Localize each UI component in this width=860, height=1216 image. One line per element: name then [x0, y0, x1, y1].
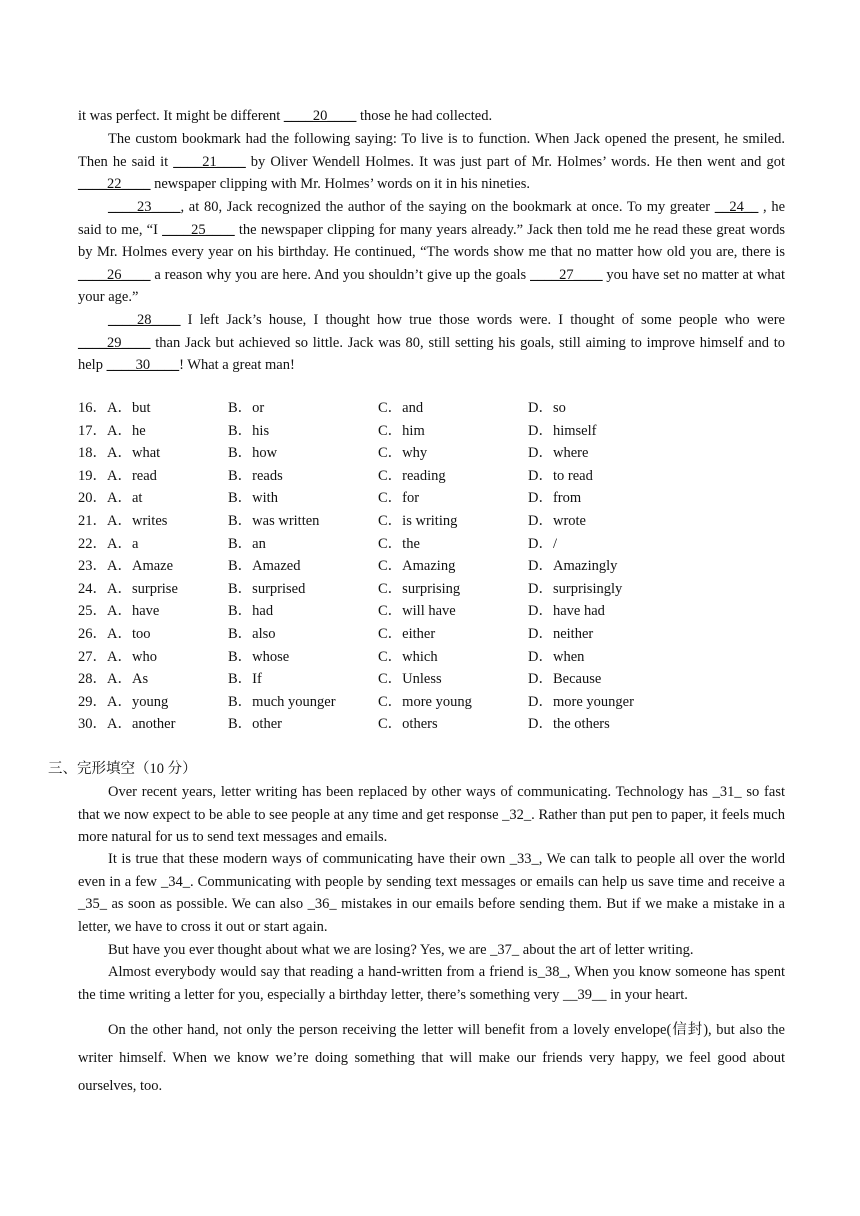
blank-24: __24__	[714, 199, 759, 215]
blank-22: ____22____	[78, 176, 151, 193]
section3-paragraph-5: On the other hand, not only the person receiving the letter will benefit from a lovely envelope(信封), but also the writer himself. When we know we’re doing something that will make our friends very happy, we feel good about ourselves, too.	[78, 1022, 785, 1094]
blank-30: ____30____	[106, 357, 180, 374]
passage-line-continued: it was perfect. It might be different ____20____ those he had collected.	[78, 108, 493, 124]
option-row: 30．A．another B．other C．others D．the others	[78, 716, 610, 733]
section3-paragraph-3: But have you ever thought about what we are losing? Yes, we are _37_ about the art of letter writing.	[108, 942, 694, 958]
option-row: 21．A．writes B．was written C．is writing D．wrote	[78, 512, 586, 529]
blank-27: ____27____	[530, 266, 603, 283]
blank-20: ____20____	[283, 108, 357, 124]
blank-28: ____28____	[108, 312, 181, 328]
blank-29: ____29____	[78, 334, 151, 351]
option-row: 28．A．As B．If C．Unless D．Because	[78, 671, 602, 688]
section3-paragraph-1: Over recent years, letter writing has been replaced by other ways of communicating. Technology has _31_ so fast that we now expect to be able to see people at any time and get response _32_. Rather than put pen to paper, it feels much more natural for us to send text messages and emails.	[78, 784, 785, 846]
section3-paragraph-2: It is true that these modern ways of communicating have their own _33_, We can talk to people all over the world even in a few _34_. Communicating with people by sending text messages or emails can help us save time and receive a _35_ as soon as possible. We can also _36_ mistakes in our emails before sending them. But if we make a mistake in a letter, we have to cross it out or start again.	[78, 851, 785, 935]
option-row: 25．A．have B．had C．will have D．have had	[78, 603, 605, 620]
option-row: 29．A．young B．much younger C．more young D．more younger	[78, 693, 634, 710]
options-table	[78, 397, 785, 736]
passage-paragraph-3: ____28____ I left Jack’s house, I thought how true those words were. I thought of some people who were ____29____ than Jack but achieved so little. Jack was 80, still setting his goals, still aiming to improve himself and to help ____30____! What a great man!	[78, 312, 785, 374]
option-row: 24．A．surprise B．surprised C．surprising D．surprisingly	[78, 580, 623, 597]
section3-paragraph-4: Almost everybody would say that reading a hand-written from a friend is_38_, When you know someone has spent the time writing a letter for you, especially a birthday letter, there’s something very __39__ in your heart.	[78, 964, 785, 1003]
passage-paragraph-1: The custom bookmark had the following saying: To live is to function. When Jack opened the present, he smiled. Then he said it ____21____ by Oliver Wendell Holmes. It was just part of Mr. Holmes’ words. He then went and got ____22____ newspaper clipping with Mr. Holmes’ words on it in his nineties.	[78, 131, 785, 193]
option-row: 23．A．Amaze B．Amazed C．Amazing D．Amazingly	[78, 558, 618, 575]
option-row: 27．A．who B．whose C．which D．when	[78, 648, 585, 665]
option-row: 19．A．read B．reads C．reading D．to read	[78, 467, 593, 484]
blank-26: ____26____	[78, 266, 151, 283]
option-row: 16．A．but B．or C．and D．so	[78, 400, 566, 416]
option-row: 26．A．too B．also C．either D．neither	[78, 625, 594, 642]
option-row: 17．A．he B．his C．him D．himself	[78, 422, 597, 439]
option-row: 22．A．a B．an C．the D．/	[78, 535, 557, 552]
section-title: 三、完形填空（10 分）	[48, 761, 197, 777]
blank-25: ____25____	[162, 221, 235, 238]
blank-21: ____21____	[173, 153, 246, 170]
blank-23: ____23____	[108, 199, 181, 215]
option-row: 18．A．what B．how C．why D．where	[78, 445, 589, 462]
option-row: 20．A．at B．with C．for D．from	[78, 490, 582, 507]
passage-paragraph-2: ____23____, at 80, Jack recognized the author of the saying on the bookmark at once. To my greater __24__ , he said to me, “I ____25____ the newspaper clipping for many years already.” Jack then told me he read these great words by Mr. Holmes every year on his birthday. He continued, “The words show me that no matter how old you are, there is ____26____ a reason why you are here. And you shouldn’t give up the goals ____27____ you have set no matter at what your age.”	[78, 199, 786, 306]
